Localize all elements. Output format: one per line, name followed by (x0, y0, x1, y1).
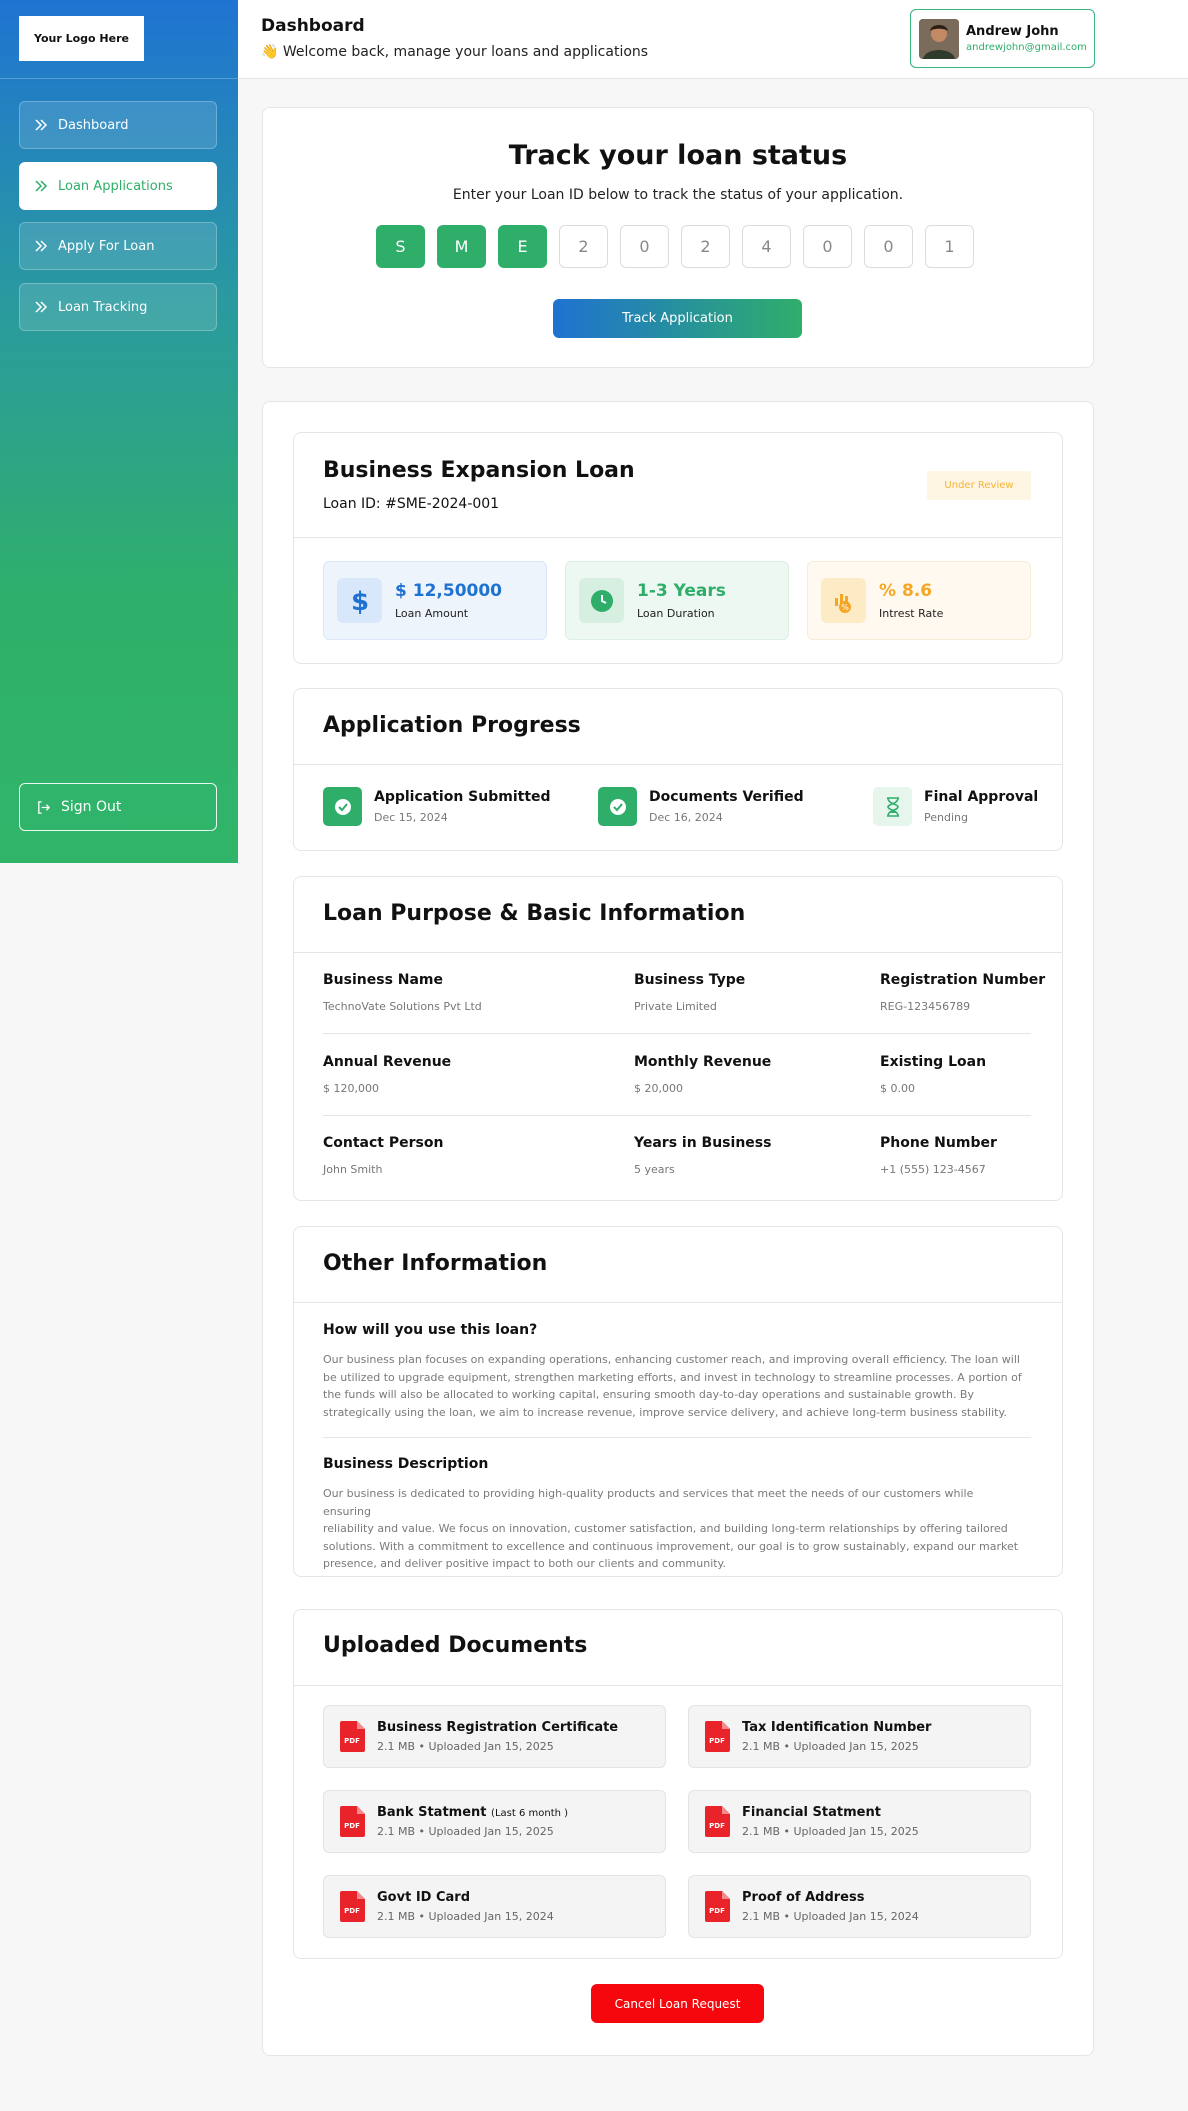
loan-id-char-box[interactable]: E (498, 225, 547, 268)
double-chevron-right-icon (34, 179, 48, 193)
user-profile-card[interactable] (910, 9, 1095, 68)
loan-id-char-box[interactable]: S (376, 225, 425, 268)
sidebar-item-label: Apply For Loan (58, 238, 155, 254)
track-application-button[interactable]: Track Application (553, 299, 802, 338)
divider (323, 1115, 1031, 1116)
loan-id-char-box[interactable]: 1 (925, 225, 974, 268)
info-label: Phone Number (880, 1135, 997, 1151)
info-label: Monthly Revenue (634, 1054, 772, 1070)
avatar (919, 19, 959, 59)
pdf-file-icon (705, 1806, 730, 1837)
pdf-file-icon (340, 1721, 365, 1752)
dollar-icon (337, 578, 382, 623)
step-title: Documents Verified (649, 789, 804, 805)
divider (293, 537, 1063, 538)
pdf-label: PDF (709, 1737, 725, 1745)
sidebar-item-dashboard[interactable] (19, 101, 217, 149)
loan-usage-text (323, 1351, 1023, 1421)
document-meta: 2.1 MB • Uploaded Jan 15, 2025 (742, 1825, 919, 1838)
double-chevron-right-icon (34, 300, 48, 314)
loan-id-char-box[interactable]: 0 (864, 225, 913, 268)
info-label: Registration Number (880, 972, 1046, 988)
document-name: Bank Statment (Last 6 month ) (377, 1805, 569, 1820)
welcome-message (261, 44, 648, 60)
wave-icon: 👋 (261, 44, 279, 60)
info-value: Private Limited (634, 1000, 717, 1013)
user-name: Andrew John (966, 24, 1059, 39)
document-meta: 2.1 MB • Uploaded Jan 15, 2025 (377, 1825, 554, 1838)
info-label: Contact Person (323, 1135, 444, 1151)
pdf-file-icon (340, 1806, 365, 1837)
document-name: Business Registration Certificate (377, 1720, 619, 1735)
text-line: reliability and value. We focus on innovation, customer satisfaction, and building long-term relationships by offering tailored (323, 1522, 1008, 1535)
loan-id-char-box[interactable]: 2 (681, 225, 730, 268)
loan-id-char-box[interactable]: 2 (559, 225, 608, 268)
hourglass-icon (873, 787, 912, 826)
loan-id-char-box[interactable]: 4 (742, 225, 791, 268)
sign-out-label: Sign Out (61, 799, 122, 815)
top-header (238, 0, 1188, 79)
logo: Your Logo Here (19, 16, 144, 61)
info-label: Business Type (634, 972, 746, 988)
sidebar-item-label: Loan Tracking (58, 299, 148, 315)
loan-id-char-box[interactable]: 0 (620, 225, 669, 268)
document-meta: 2.1 MB • Uploaded Jan 15, 2025 (742, 1740, 919, 1753)
document-item[interactable] (323, 1875, 666, 1938)
document-item[interactable] (688, 1790, 1031, 1853)
pdf-label: PDF (344, 1822, 360, 1830)
svg-text:%: % (840, 602, 849, 612)
info-value: REG-123456789 (880, 1000, 971, 1013)
info-label: Years in Business (634, 1135, 772, 1151)
other-info-title: Other Information (323, 1251, 548, 1276)
interest-icon (821, 578, 866, 623)
sidebar-item-label: Dashboard (58, 117, 129, 133)
text-line: presence, and deliver positive impact to both our clients and community. (323, 1557, 726, 1570)
info-value: $ 120,000 (323, 1082, 379, 1095)
sidebar-item-loan-tracking[interactable] (19, 283, 217, 331)
pdf-label: PDF (344, 1737, 360, 1745)
stat-interest-rate (807, 561, 1031, 640)
pdf-file-icon (705, 1891, 730, 1922)
loan-id: Loan ID: #SME-2024-001 (323, 496, 500, 512)
info-label: Annual Revenue (323, 1054, 452, 1070)
track-title: Track your loan status (508, 140, 848, 171)
step-date: Dec 15, 2024 (374, 811, 448, 824)
pdf-file-icon (340, 1891, 365, 1922)
document-item[interactable] (323, 1790, 666, 1853)
pdf-label: PDF (709, 1822, 725, 1830)
loan-title: Business Expansion Loan (323, 458, 635, 483)
info-value: $ 20,000 (634, 1082, 683, 1095)
progress-title: Application Progress (323, 713, 581, 738)
document-meta: 2.1 MB • Uploaded Jan 15, 2024 (742, 1910, 919, 1923)
document-name: Financial Statment (742, 1805, 881, 1820)
sidebar (0, 0, 238, 863)
text-line: strategically using the loan, we aim to increase revenue, improve service delivery, and achieve long-term business stability. (323, 1405, 1007, 1419)
document-name: Proof of Address (742, 1890, 865, 1905)
stat-value: 1-3 Years (637, 581, 726, 601)
progress-step-final-approval (873, 787, 1038, 826)
document-item[interactable] (688, 1705, 1031, 1768)
sidebar-item-apply-for-loan[interactable] (19, 222, 217, 270)
sign-out-icon (36, 800, 51, 815)
step-title: Application Submitted (374, 789, 551, 805)
step-date: Pending (924, 811, 968, 824)
pdf-file-icon (705, 1721, 730, 1752)
svg-text:$: $ (350, 587, 369, 614)
sidebar-item-loan-applications[interactable] (19, 162, 217, 210)
loan-id-char-box[interactable]: M (437, 225, 486, 268)
info-value: TechnoVate Solutions Pvt Ltd (323, 1000, 482, 1013)
text-line: Our business plan focuses on expanding operations, enhancing customer reach, and improving overall efficiency. The loan will (323, 1353, 1020, 1366)
sidebar-item-label: Loan Applications (58, 178, 173, 194)
business-description-text (323, 1485, 1023, 1573)
business-description-title: Business Description (323, 1456, 489, 1472)
document-name: Govt ID Card (377, 1890, 470, 1905)
info-value: 5 years (634, 1163, 675, 1176)
info-value: $ 0.00 (880, 1082, 915, 1095)
page-title: Dashboard (261, 16, 365, 36)
cancel-loan-request-button[interactable]: Cancel Loan Request (591, 1984, 764, 2023)
info-value: John Smith (323, 1163, 383, 1176)
check-icon (598, 787, 637, 826)
progress-step-documents (598, 787, 804, 826)
document-meta: 2.1 MB • Uploaded Jan 15, 2024 (377, 1910, 554, 1923)
sidebar-divider (0, 78, 238, 79)
stat-label: Loan Amount (395, 607, 469, 620)
divider (293, 1685, 1063, 1686)
stat-label: Loan Duration (637, 607, 715, 620)
sign-out-button[interactable] (19, 783, 217, 831)
text-line: solutions. With a commitment to excellence and continuous improvement, our goal is to grow sustainably, expand our market (323, 1539, 1019, 1553)
document-item[interactable] (688, 1875, 1031, 1938)
status-badge: Under Review (927, 471, 1031, 500)
text-line: the funds will also be allocated to working capital, ensuring smooth day-to-day operations and sustainable growth. By (323, 1388, 974, 1401)
info-label: Existing Loan (880, 1054, 987, 1070)
divider (323, 1033, 1031, 1034)
basic-info-title: Loan Purpose & Basic Information (323, 901, 746, 926)
check-icon (323, 787, 362, 826)
info-value: +1 (555) 123-4567 (880, 1163, 986, 1176)
user-email: andrewjohn@gmail.com (966, 42, 1087, 53)
stat-loan-duration (565, 561, 789, 640)
loan-usage-question: How will you use this loan? (323, 1322, 538, 1338)
text-line: be utilized to upgrade equipment, strengthen marketing efforts, and invest in technology to streamline processes. A portion of (323, 1370, 1022, 1384)
step-title: Final Approval (924, 789, 1039, 805)
document-item[interactable] (323, 1705, 666, 1768)
clock-icon (579, 578, 624, 623)
welcome-text: Welcome back, manage your loans and applications (282, 44, 649, 60)
track-subtitle: Enter your Loan ID below to track the status of your application. (452, 187, 904, 203)
double-chevron-right-icon (34, 239, 48, 253)
progress-step-submitted (323, 787, 551, 826)
stat-value: $ 12,50000 (395, 581, 503, 601)
pdf-label: PDF (344, 1907, 360, 1915)
loan-id-char-box[interactable]: 0 (803, 225, 852, 268)
divider (293, 952, 1063, 953)
document-name-note: (Last 6 month ) (491, 1808, 569, 1819)
text-line: Our business is dedicated to providing high-quality products and services that meet the needs of our customers while ensuring (323, 1487, 974, 1518)
stat-label: Intrest Rate (879, 607, 944, 620)
documents-title: Uploaded Documents (323, 1633, 588, 1658)
divider (293, 764, 1063, 765)
pdf-label: PDF (709, 1907, 725, 1915)
double-chevron-right-icon (34, 118, 48, 132)
info-label: Business Name (323, 972, 444, 988)
stat-value: % 8.6 (879, 581, 933, 601)
step-date: Dec 16, 2024 (649, 811, 723, 824)
document-name: Tax Identification Number (742, 1720, 932, 1735)
document-meta: 2.1 MB • Uploaded Jan 15, 2025 (377, 1740, 554, 1753)
stat-loan-amount (323, 561, 547, 640)
divider (293, 1302, 1063, 1303)
divider (323, 1437, 1031, 1438)
